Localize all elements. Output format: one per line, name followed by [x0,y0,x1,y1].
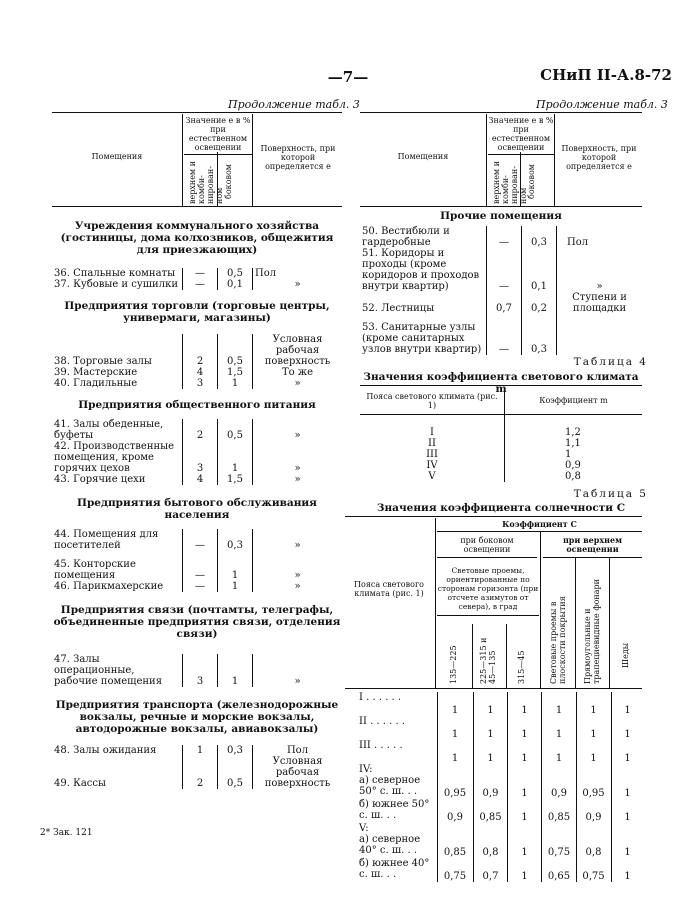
value-cell [507,764,541,775]
table-row: 37. Кубовые и сушилки — 0,1 » [52,279,342,290]
top2-head: Прямоугольные и трапециевидные фонари [583,579,601,684]
section-title: Предприятия общественного питания [78,399,316,411]
left-sections [52,220,342,789]
value-cell: 1 [473,716,507,740]
zone-head: Пояса светового климата (рис. 1) [354,580,424,598]
value-cell: 1 [541,716,576,740]
value-cell: 0,9 [576,799,610,823]
right-section [360,210,642,355]
value-cell: 1 [611,775,643,799]
table-row [345,740,642,764]
table-row: 43. Горячие цехи 4 1,5 » [52,474,342,485]
page-number: —7— [327,68,369,86]
table-row: 48. Залы ожидания 1 0,3 Пол [52,745,342,756]
table-row [345,764,642,775]
col-value-head: Значение e в % при естественном освещении [184,116,252,155]
value-cell [576,823,610,834]
col-top-head: верхнем и комби-нирован-ном [188,160,224,204]
table4 [360,388,642,482]
col-side-head: боковом [527,164,536,199]
table4-col2: Коэффициент m [505,388,643,414]
value-cell: 0,8 [576,834,610,858]
table-row [345,775,642,799]
value-cell: 1 [437,716,472,740]
section-table [52,529,342,592]
table5-body [345,692,642,882]
value-cell: 1 [611,692,643,716]
value-cell: 1 [611,740,643,764]
section-title: Прочие помещения [440,210,562,222]
orient-head: Световые проемы, ориентированные по сторонам горизонта (при отсчете азимутов от севера), в град [437,566,539,616]
table-row: 42. Производственные помещения, кроме горячих цехов 3 1 » [52,441,342,474]
section-table [52,419,342,485]
col-side-head: боковом [224,164,233,199]
value-cell [437,823,472,834]
value-cell: 1 [507,740,541,764]
value-cell: 0,9 [437,799,472,823]
value-cell: 0,75 [541,834,576,858]
table-row: 38. Торговые залы 2 0,5 Условная рабочая поверхность [52,334,342,367]
top1-head: Световые проемы в плоскости покрытия [549,596,567,684]
value-cell: 1 [507,799,541,823]
section-title: Учреждения коммунального хозяйства (гостиницы, дома колхозников, общежития для приезжающих) [60,220,334,256]
table-row [345,834,642,858]
value-cell [473,764,507,775]
value-cell: 0,95 [437,775,472,799]
value-cell: 0,9 [541,775,576,799]
value-cell [437,764,472,775]
table-row: 45. Конторские помещения — 1 » [52,551,342,581]
section-table [52,745,342,789]
zone-cell: II . . . . . . [359,716,406,727]
document-code: СНиП II-А.8-72 [540,66,672,84]
section-table [52,268,342,290]
col-surface-head: Поверхность, при которой определяется e [561,144,637,171]
table-row [345,716,642,740]
table4-col1: Пояса светового климата (рис. 1) [366,391,498,410]
table-row: III 1 [360,449,642,460]
coef-head: Коэффициент C [437,520,642,532]
table-row: 44. Помещения для посетителей — 0,3 » [52,529,342,551]
value-cell: 1 [611,716,643,740]
table4-title: Значения коэффициента светового климата m [363,371,639,395]
value-cell: 1 [507,834,541,858]
value-cell [507,823,541,834]
table-row: II 1,1 [360,438,642,449]
section-table [52,654,342,687]
zone-cell: III . . . . . [359,740,403,751]
col-surface-head: Поверхность, при которой определяется e [260,144,336,171]
value-cell [541,823,576,834]
value-cell: 1 [507,858,541,882]
left-table-header [52,114,342,207]
value-cell [541,764,576,775]
table-row: 50. Вестибюли и гардеробные — 0,3 Пол [360,226,642,248]
value-cell: 1 [507,716,541,740]
value-cell: 1 [576,716,610,740]
section-title: Предприятия торговли (торговые центры, универмаги, магазины) [64,300,330,324]
table-row: 39. Мастерские 4 1,5 То же [52,367,342,378]
value-cell: 1 [473,740,507,764]
section-title: Предприятия транспорта (железнодорожные вокзалы, речные и морские вокзалы, автодорожные вокзалы, авиавокзалы) [55,699,339,735]
table5-title: Значения коэффициента солнечности C [376,502,626,514]
table-row [345,692,642,716]
value-cell: 0,8 [473,834,507,858]
value-cell [576,764,610,775]
value-cell: 1 [437,692,472,716]
value-cell: 1 [437,740,472,764]
table-row [345,823,642,834]
value-cell [473,823,507,834]
value-cell: 0,75 [576,858,610,882]
right-table-header [360,114,642,207]
table-row: 40. Гладильные 3 1 » [52,378,342,389]
top-group-head: при верхнем освещении [543,536,642,558]
col-top-head: верхнем и комби-нирован-ном [492,160,528,204]
value-cell: 0,65 [541,858,576,882]
zone-cell: IV: [359,764,373,775]
table-row: 53. Санитарные узлы (кроме санитарных узлов внутри квартир) — 0,3 [360,314,642,355]
value-cell: 1 [576,692,610,716]
table-row [345,799,642,823]
table-row: I 1,2 [360,414,642,438]
zone-cell: б) южнее 40° с. ш. . . [359,858,430,880]
az1-head: 135—225 [449,645,458,684]
section-table [360,226,642,355]
col-room-head: Помещения [91,152,143,161]
zone-cell: I . . . . . . [359,692,402,703]
table-row: 49. Кассы 2 0,5 Условная рабочая поверхность [52,756,342,789]
table-row: 46. Парикмахерские — 1 » [52,581,342,592]
value-cell: 1 [507,775,541,799]
zone-cell: V: [359,823,369,834]
table-row: 47. Залы операционные, рабочие помещения 3 1 » [52,654,342,687]
footer-note: 2* Зак. 121 [40,828,93,838]
value-cell [611,764,643,775]
value-cell: 0,95 [576,775,610,799]
value-cell [611,823,643,834]
value-cell: 1 [611,799,643,823]
table-row: IV 0,9 [360,460,642,471]
section-table [52,334,342,389]
value-cell: 1 [541,692,576,716]
continuation-left: Продолжение табл. 3 [228,98,360,111]
zone-cell: а) северное 50° с. ш. . . [359,775,421,797]
table-row: V 0,8 [360,471,642,482]
value-cell: 1 [611,858,643,882]
value-cell: 0,9 [473,775,507,799]
col-room-head: Помещения [397,152,449,161]
table-row: 52. Лестницы 0,7 0,2 Ступени и площадки [360,292,642,314]
value-cell: 1 [541,740,576,764]
top3-head: Шеды [621,642,630,668]
table5-label: Таблица 5 [573,488,648,500]
table4-label: Таблица 4 [573,356,648,368]
value-cell: 1 [576,740,610,764]
value-cell: 1 [611,834,643,858]
continuation-right: Продолжение табл. 3 [536,98,668,111]
value-cell: 0,85 [473,799,507,823]
value-cell: 1 [473,692,507,716]
value-cell: 0,7 [473,858,507,882]
value-cell: 1 [507,692,541,716]
table-row: 36. Спальные комнаты — 0,5 Пол [52,268,342,279]
left-top-rule [52,112,342,113]
right-top-rule [360,112,642,113]
side-group-head: при боковом освещении [437,536,537,558]
section-title: Предприятия связи (почтамты, телеграфы, объединенные предприятия связи, отделения связи) [53,604,341,640]
table-row [345,858,642,882]
table5-header [345,518,642,689]
zone-cell: а) северное 40° с. ш. . . [359,834,421,856]
zone-cell: б) южнее 50° с. ш. . . [359,799,430,821]
value-cell: 0,85 [541,799,576,823]
value-cell: 0,75 [437,858,472,882]
table4-head [360,388,642,414]
az2-head: 225—315 и 45—135 [479,637,497,684]
table-row: 41. Залы обеденные, буфеты 2 0,5 » [52,419,342,441]
az3-head: 315—45 [517,650,526,684]
col-value-head: Значение e в % при естественном освещении [488,116,554,155]
table-row: 51. Коридоры и проходы (кроме коридоров и проходов внутри квартир) — 0,1 » [360,248,642,292]
section-title: Предприятия бытового обслуживания населения [77,497,317,521]
value-cell: 0,85 [437,834,472,858]
